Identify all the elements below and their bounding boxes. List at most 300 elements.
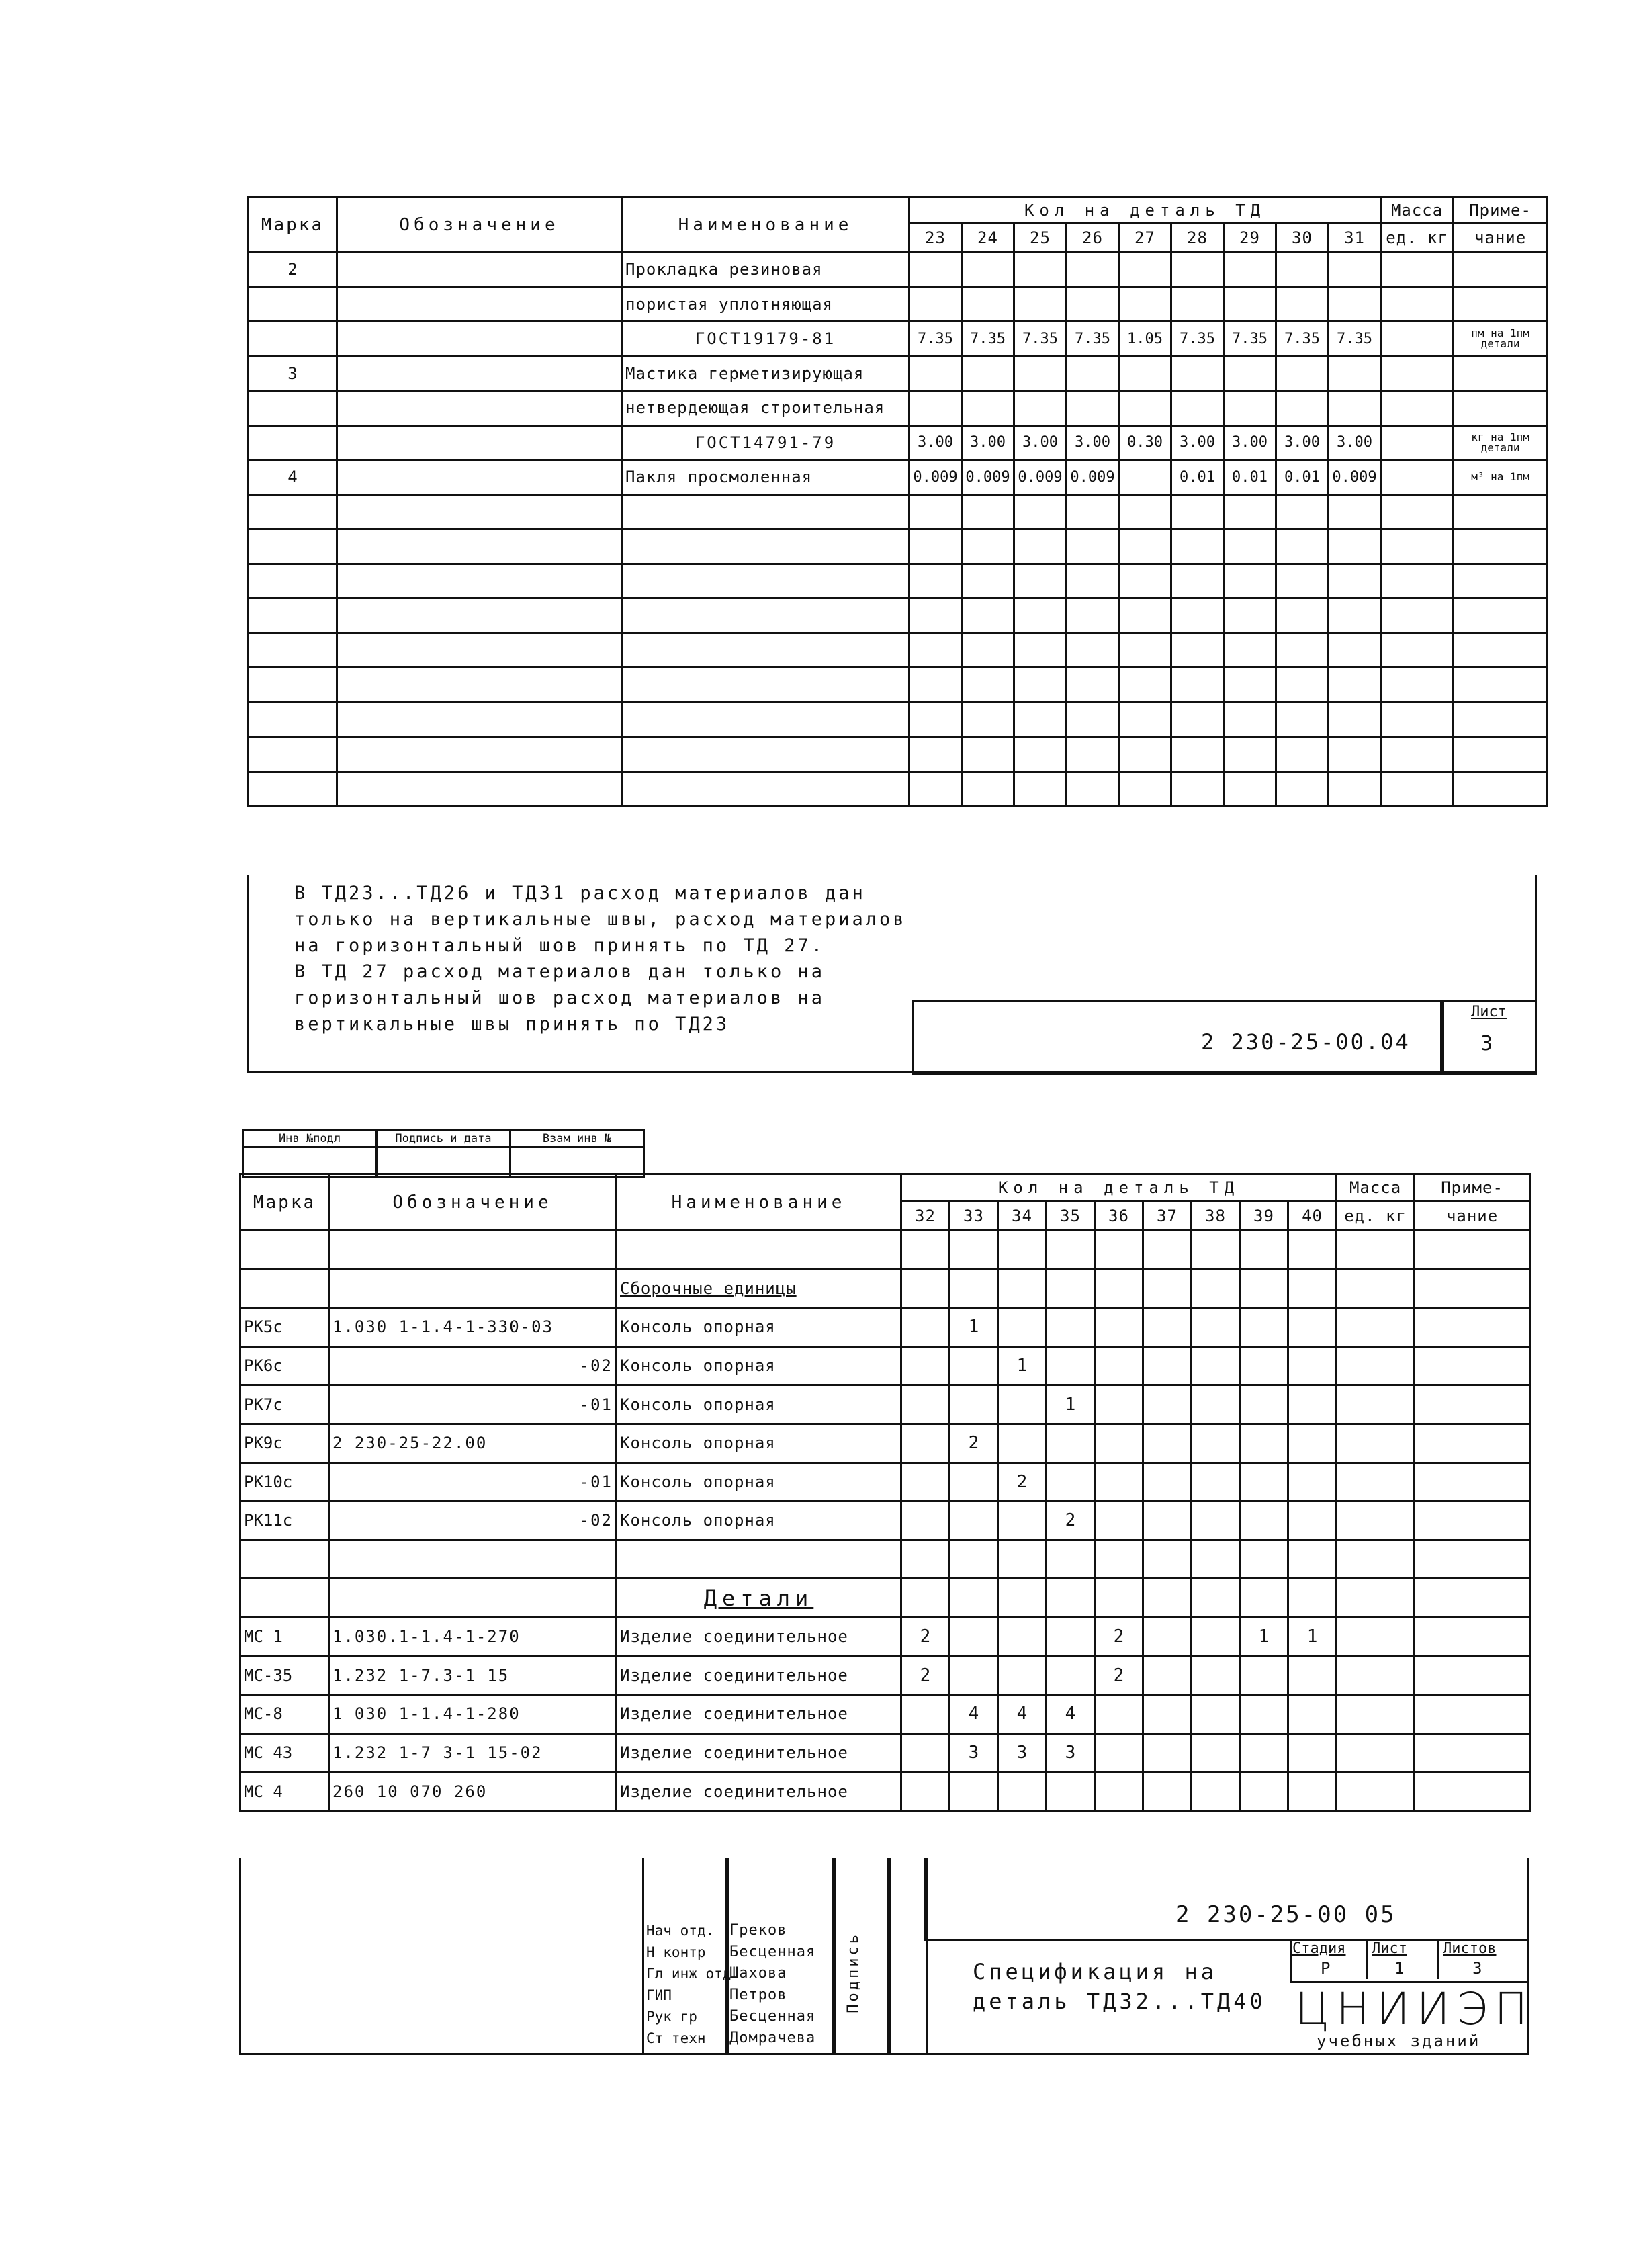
table-row [249,287,1548,322]
column-header: 28 [1171,223,1224,253]
cell-qty [909,702,962,737]
cell-qty [1329,391,1381,426]
cell-note [1454,599,1548,634]
cell-qty [1288,1501,1337,1540]
cell-qty [1288,1231,1337,1270]
cell-designation [337,356,622,391]
cell-qty [998,1617,1047,1656]
cell-name [617,1231,901,1270]
cell-qty [1119,633,1171,668]
cell-note [1454,737,1548,772]
table-row [249,702,1548,737]
cell-qty [1095,1269,1143,1308]
cell-designation [337,702,622,737]
cell-name: Консоль опорная [617,1501,901,1540]
cell-mark [240,1579,329,1618]
cell-designation [329,1540,617,1579]
cell-qty [1014,564,1067,599]
cell-qty [1143,1346,1192,1385]
cell-qty: 3 [950,1733,998,1772]
note-line: вертикальные швы принять по ТД23 [294,1014,730,1035]
cell-qty [1276,599,1329,634]
cell-name: Изделие соединительное [617,1733,901,1772]
cell-designation [337,668,622,703]
cell-qty [1288,1733,1337,1772]
cell-qty: 0.30 [1119,425,1171,460]
cell-qty: 0.01 [1171,460,1224,495]
table-row [249,391,1548,426]
cell-qty [909,771,962,806]
cell-qty: 3.00 [1067,425,1119,460]
header-mass-unit-2: ед. кг [1337,1201,1415,1231]
cell-qty [1276,253,1329,288]
cell-qty [1276,287,1329,322]
cell-qty [1119,702,1171,737]
cell-designation [329,1269,617,1308]
cell-mark [249,599,337,634]
cell-qty [901,1772,950,1811]
person-name: Бесценная [729,2008,816,2025]
header-note: Приме- [1454,198,1548,223]
cell-qty [950,1231,998,1270]
cell-qty [1192,1501,1240,1540]
table-row [240,1540,1530,1579]
cell-qty [1288,1579,1337,1618]
cell-qty [1224,668,1276,703]
cell-name [622,564,909,599]
cell-qty: 1.05 [1119,322,1171,357]
cell-qty [1192,1695,1240,1734]
cell-note [1454,529,1548,564]
cell-qty: 2 [950,1424,998,1463]
cell-qty [1119,253,1171,288]
cell-note [1415,1501,1530,1540]
cell-qty [1067,668,1119,703]
cell-mass [1381,599,1454,634]
cell-qty [1143,1540,1192,1579]
cell-qty: 7.35 [1276,322,1329,357]
sheet-label-1: Лист [1471,1004,1507,1020]
cell-qty [909,564,962,599]
cell-name: Изделие соединительное [617,1617,901,1656]
cell-name: Изделие соединительное [617,1772,901,1811]
cell-qty: 7.35 [962,322,1014,357]
signature-vertical-label: Подпись [845,1932,862,2013]
cell-qty: 7.35 [1067,322,1119,357]
cell-designation: 1 030 1-1.4-1-280 [329,1695,617,1734]
cell-mark [249,737,337,772]
cell-designation [337,633,622,668]
cell-qty [1224,702,1276,737]
cell-qty [1047,1308,1095,1347]
role-item: Ст техн [646,2030,706,2046]
cell-qty [909,356,962,391]
roles-list [646,1920,731,2049]
org-subtitle: учебных зданий [1317,2032,1481,2050]
cell-mass [1337,1617,1415,1656]
cell-note [1415,1733,1530,1772]
cell-name: Изделие соединительное [617,1656,901,1695]
cell-note [1415,1385,1530,1424]
cell-qty [1143,1579,1192,1618]
doc-code-2: 2 230-25-00 05 [1175,1901,1396,1928]
cell-qty [1014,702,1067,737]
cell-mass [1381,322,1454,357]
column-header: 23 [909,223,962,253]
cell-mass [1381,564,1454,599]
table-row [249,322,1548,357]
header-mark: Марка [249,198,337,253]
cell-qty [1067,633,1119,668]
cell-qty [1171,529,1224,564]
note-line: В ТД23...ТД26 и ТД31 расход материалов дан [294,883,866,904]
cell-mass [1337,1231,1415,1270]
cell-mass [1381,633,1454,668]
role-item: ГИП [646,1987,672,2003]
cell-mark: МС 4 [240,1772,329,1811]
cell-note [1415,1617,1530,1656]
cell-name: нетвердеющая строительная [622,391,909,426]
cell-qty [1119,668,1171,703]
cell-mark [249,322,337,357]
cell-qty [1095,1346,1143,1385]
cell-qty: 3.00 [1329,425,1381,460]
cell-qty [1276,494,1329,529]
cell-qty [1143,1463,1192,1501]
table-row [249,599,1548,634]
table-row [240,1346,1530,1385]
cell-qty [1276,391,1329,426]
sheets-value: 3 [1472,1959,1482,1978]
cell-qty [1171,668,1224,703]
cell-qty [962,599,1014,634]
cell-qty [1171,356,1224,391]
cell-qty [1119,460,1171,495]
cell-designation [337,460,622,495]
cell-qty [901,1463,950,1501]
cell-qty [998,1308,1047,1347]
column-header: 33 [950,1201,998,1231]
cell-qty [1067,771,1119,806]
cell-mark [249,633,337,668]
cell-qty: 2 [998,1463,1047,1501]
cell-qty [1047,1346,1095,1385]
cell-qty [1067,599,1119,634]
cell-qty [1119,599,1171,634]
cell-mark: РК5с [240,1308,329,1347]
cell-qty: 1 [998,1346,1047,1385]
cell-qty [1047,1772,1095,1811]
cell-qty [1067,287,1119,322]
cell-mass [1381,287,1454,322]
cell-qty [1014,529,1067,564]
cell-qty [1014,494,1067,529]
cell-qty [1014,356,1067,391]
stamp-inv-no: Инв №подл [243,1130,377,1147]
cell-qty [909,494,962,529]
cell-mass [1337,1269,1415,1308]
cell-qty [1224,391,1276,426]
cell-qty [998,1231,1047,1270]
cell-mass [1381,253,1454,288]
cell-qty [1067,529,1119,564]
cell-qty [1095,1733,1143,1772]
cell-designation [337,425,622,460]
table-row [249,564,1548,599]
cell-qty: 3.00 [909,425,962,460]
cell-note [1415,1540,1530,1579]
cell-mark [249,564,337,599]
cell-qty [1329,633,1381,668]
sheet-label-2: Лист [1372,1940,1407,1957]
cell-qty [909,737,962,772]
cell-note: кг на 1пм детали [1454,425,1548,460]
cell-mass [1337,1463,1415,1501]
cell-note [1454,771,1548,806]
cell-mass [1337,1540,1415,1579]
cell-name: Консоль опорная [617,1463,901,1501]
cell-note [1454,253,1548,288]
cell-qty [1224,287,1276,322]
cell-qty: 7.35 [1171,322,1224,357]
cell-qty: 7.35 [1329,322,1381,357]
header-designation: Обозначение [337,198,622,253]
cell-qty [950,1385,998,1424]
cell-mass [1337,1772,1415,1811]
cell-qty [1240,1540,1288,1579]
cell-name [622,494,909,529]
cell-mass [1381,460,1454,495]
cell-qty [1192,1656,1240,1695]
cell-note [1415,1308,1530,1347]
cell-qty [998,1656,1047,1695]
cell-qty [901,1579,950,1618]
cell-qty [1329,771,1381,806]
cell-designation: -01 [329,1385,617,1424]
cell-qty [909,529,962,564]
cell-qty [1119,391,1171,426]
cell-qty [1329,668,1381,703]
cell-mark: МС-8 [240,1695,329,1734]
cell-qty [1240,1231,1288,1270]
cell-qty [1288,1385,1337,1424]
table-row [240,1385,1530,1424]
cell-qty: 0.009 [1014,460,1067,495]
cell-qty [1143,1695,1192,1734]
cell-qty [1240,1733,1288,1772]
cell-qty [1095,1540,1143,1579]
cell-qty [901,1501,950,1540]
cell-mass [1337,1424,1415,1463]
column-header: 37 [1143,1201,1192,1231]
cell-name [622,668,909,703]
cell-qty [998,1501,1047,1540]
cell-name [622,599,909,634]
cell-qty [1143,1269,1192,1308]
cell-qty: 3.00 [1276,425,1329,460]
cell-qty: 4 [950,1695,998,1734]
table-row [249,529,1548,564]
cell-qty [1224,633,1276,668]
cell-qty [1329,564,1381,599]
table-row [249,771,1548,806]
cell-qty [1224,494,1276,529]
cell-qty [1276,633,1329,668]
cell-qty [950,1772,998,1811]
column-header: 34 [998,1201,1047,1231]
cell-qty [1171,633,1224,668]
cell-name: Консоль опорная [617,1308,901,1347]
cell-designation [337,391,622,426]
cell-qty [1288,1695,1337,1734]
cell-qty [1276,564,1329,599]
person-name: Шахова [729,1965,787,1982]
cell-mass [1337,1656,1415,1695]
cell-qty [950,1501,998,1540]
column-header: 36 [1095,1201,1143,1231]
table-row [240,1501,1530,1540]
cell-mark: 3 [249,356,337,391]
cell-qty [1143,1231,1192,1270]
inventory-stamp-table [242,1129,645,1178]
cell-name: Консоль опорная [617,1346,901,1385]
cell-mark [249,494,337,529]
column-header: 31 [1329,223,1381,253]
cell-name: Прокладка резиновая [622,253,909,288]
person-name: Домрачева [729,2030,816,2046]
doc-code-box-2 [924,1858,1529,1941]
cell-qty [1095,1463,1143,1501]
cell-qty: 4 [1047,1695,1095,1734]
cell-designation [337,771,622,806]
note-line: В ТД 27 расход материалов дан только на [294,961,825,982]
cell-mark [249,529,337,564]
cell-note [1415,1269,1530,1308]
cell-qty [1119,356,1171,391]
title-line-1: Спецификация на [973,1959,1217,1984]
cell-qty [1095,1501,1143,1540]
cell-qty [1224,529,1276,564]
person-name: Греков [729,1922,787,1939]
cell-qty [909,599,962,634]
cell-mark: МС-35 [240,1656,329,1695]
cell-qty [1224,564,1276,599]
table-row [240,1463,1530,1501]
cell-qty [998,1424,1047,1463]
cell-mass [1381,702,1454,737]
cell-mass [1381,425,1454,460]
cell-qty [901,1346,950,1385]
cell-mark: 2 [249,253,337,288]
cell-qty [1047,1231,1095,1270]
cell-qty [1276,668,1329,703]
cell-qty [962,702,1014,737]
cell-qty [1119,737,1171,772]
cell-qty [1143,1772,1192,1811]
cell-qty [1143,1733,1192,1772]
cell-qty: 2 [901,1617,950,1656]
cell-qty [1171,599,1224,634]
cell-qty [1192,1772,1240,1811]
cell-name: Пакля просмоленная [622,460,909,495]
cell-qty: 1 [1047,1385,1095,1424]
cell-note [1454,287,1548,322]
cell-qty [901,1269,950,1308]
cell-mark: РК10с [240,1463,329,1501]
cell-qty [962,564,1014,599]
cell-mark [249,771,337,806]
cell-name [622,702,909,737]
cell-qty: 0.01 [1224,460,1276,495]
cell-note [1415,1346,1530,1385]
cell-qty [909,287,962,322]
cell-qty [962,529,1014,564]
cell-qty [1192,1385,1240,1424]
column-header: 30 [1276,223,1329,253]
cell-qty [1095,1424,1143,1463]
table-row [240,1733,1530,1772]
cell-qty [1047,1656,1095,1695]
cell-qty: 2 [901,1656,950,1695]
cell-qty [1014,287,1067,322]
cell-mass [1381,356,1454,391]
cell-note: м³ на 1пм [1454,460,1548,495]
cell-qty [1095,1385,1143,1424]
cell-qty [1014,253,1067,288]
cell-qty [1329,356,1381,391]
cell-qty [901,1308,950,1347]
cell-designation [337,564,622,599]
cell-qty [1192,1463,1240,1501]
table-row [240,1617,1530,1656]
column-header: 39 [1240,1201,1288,1231]
cell-qty [1067,564,1119,599]
cell-designation: 1.232 1-7.3-1 15 [329,1656,617,1695]
cell-qty [962,253,1014,288]
column-header: 32 [901,1201,950,1231]
cell-qty [962,771,1014,806]
cell-qty: 1 [950,1308,998,1347]
cell-qty [901,1424,950,1463]
cell-designation [337,529,622,564]
cell-qty [1288,1346,1337,1385]
cell-designation: -01 [329,1463,617,1501]
cell-qty [1119,287,1171,322]
header-note-2: чание [1454,223,1548,253]
cell-qty [901,1733,950,1772]
cell-qty [1192,1617,1240,1656]
table-row [249,668,1548,703]
cell-qty [1276,737,1329,772]
stamp-replacement-inv: Взам инв № [510,1130,644,1147]
cell-name: ГОСТ19179-81 [622,322,909,357]
cell-mark [240,1269,329,1308]
org-logo: ЦНИИЭП [1295,1983,1535,2035]
cell-qty [1047,1540,1095,1579]
stamp-signature-date: Подпись и дата [377,1130,510,1147]
cell-note [1415,1695,1530,1734]
cell-qty [1192,1579,1240,1618]
cell-qty [962,668,1014,703]
person-name: Бесценная [729,1944,816,1960]
cell-qty [1143,1656,1192,1695]
cell-qty [1119,494,1171,529]
cell-qty: 3.00 [1171,425,1224,460]
cell-name: Мастика герметизирующая [622,356,909,391]
table-row [240,1308,1530,1347]
title-line-2: деталь ТД32...ТД40 [973,1989,1266,2014]
cell-mass [1381,737,1454,772]
